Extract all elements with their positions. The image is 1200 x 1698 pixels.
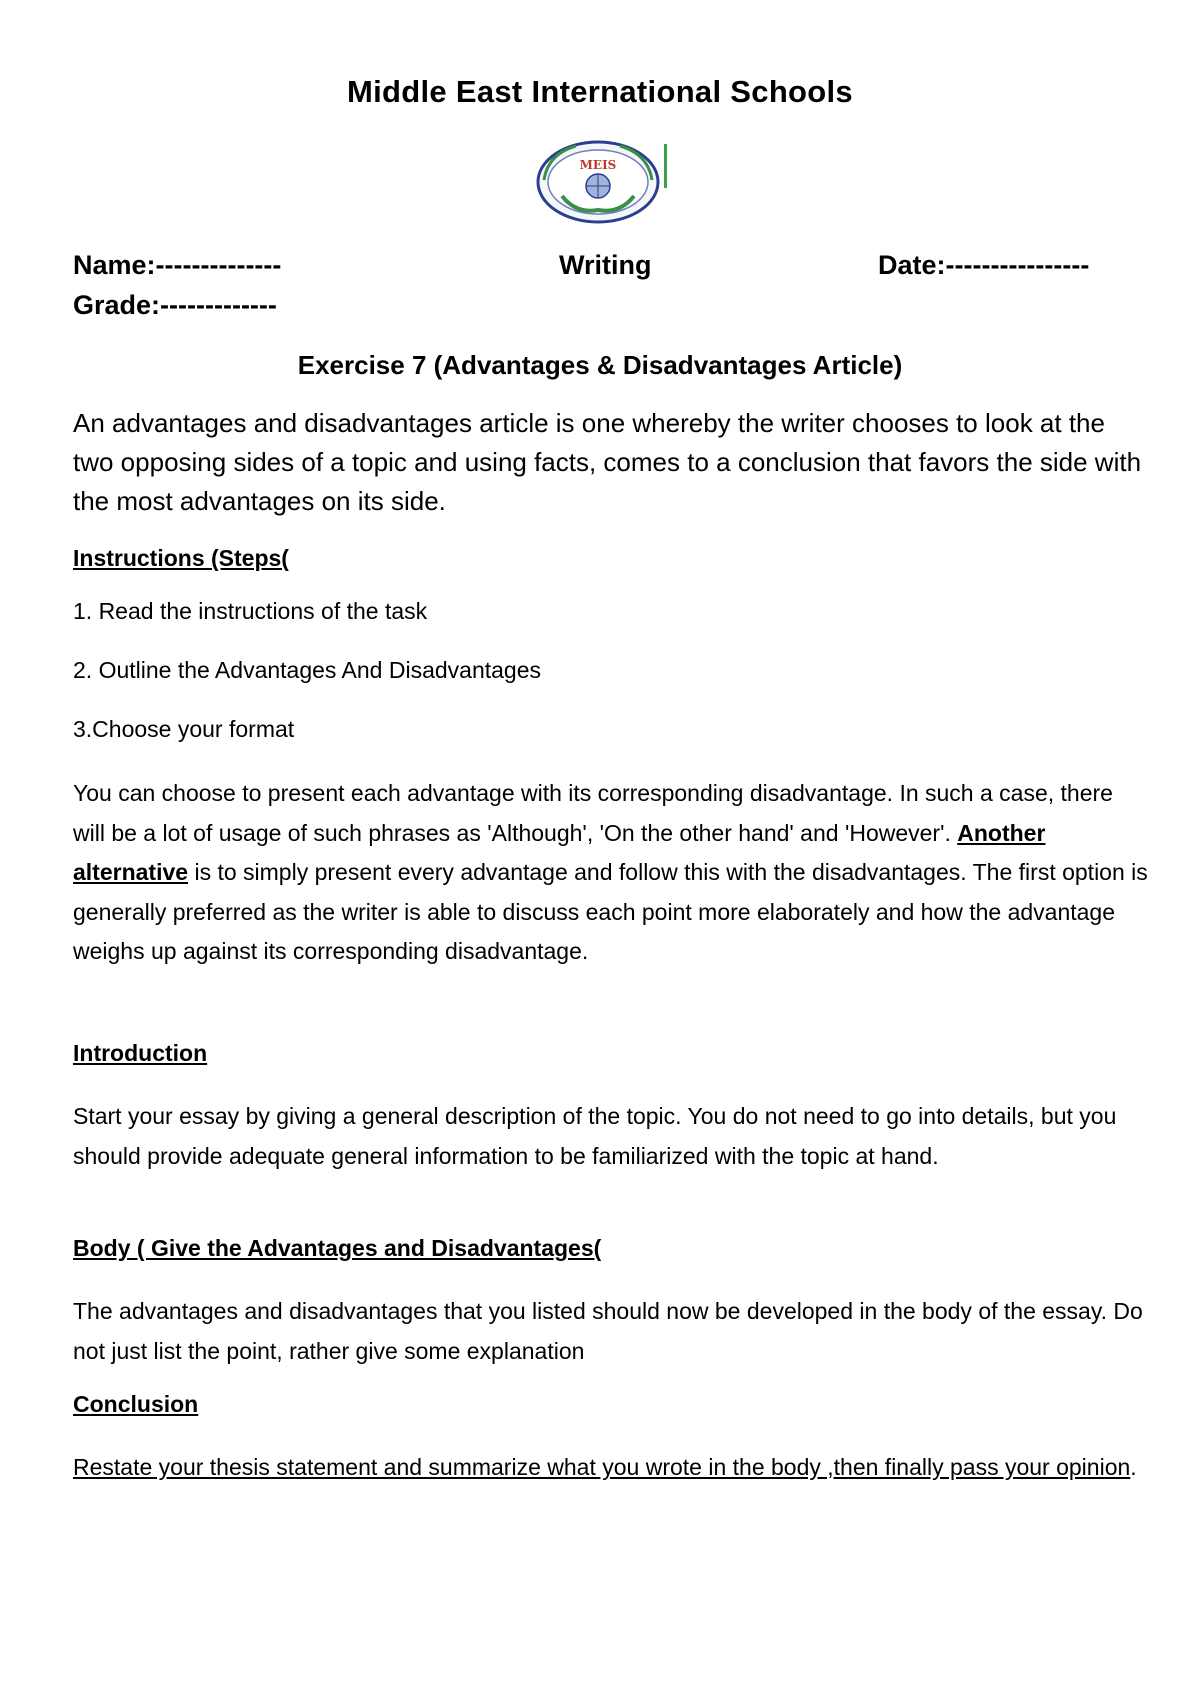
conclusion-end-mark: . (1130, 1454, 1137, 1480)
exercise-intro: An advantages and disadvantages article is one whereby the writer chooses to look at the two opposing sides of a topic and using facts, comes to a conclusion that favors the side with the most advantages on its side. (73, 408, 1142, 516)
introduction-heading: Introduction (73, 1040, 208, 1066)
exercise-title: Exercise 7 (Advantages & Disadvantages Article) (297, 350, 903, 380)
step-3: 3.Choose your format (73, 716, 295, 742)
body-heading: Body ( Give the Advantages and Disadvantages( (73, 1235, 602, 1261)
student-info-row (73, 250, 1133, 290)
conclusion-paragraph (73, 1448, 1148, 1488)
format-text-part-2: is to simply present every advantage and follow this with the disadvantages. The first option is generally preferred as the writer is able to discuss each point more elaborately and how the advantage weighs up against its corresponding disadvantage. (73, 859, 1148, 964)
name-field: Name:-------------- (73, 250, 282, 280)
body-text: The advantages and disadvantages that you listed should now be developed in the body of the essay. Do not just list the point, rather give some explanation (73, 1298, 1143, 1364)
conclusion-text: Restate your thesis statement and summarize what you wrote in the body ,then finally pass your opinion (73, 1454, 1131, 1480)
introduction-text: Start your essay by giving a general description of the topic. You do not need to go into details, but you should provide adequate general information to be familiarized with the topic at hand. (73, 1103, 1117, 1169)
step-1: 1. Read the instructions of the task (73, 598, 428, 624)
step-2: 2. Outline the Advantages And Disadvantages (73, 657, 541, 683)
format-paragraph (73, 774, 1148, 972)
subject-label: Writing (559, 250, 652, 280)
date-field: Date:---------------- (878, 250, 1090, 280)
school-logo (536, 140, 670, 224)
another-alternative-label: Another alternative (73, 819, 1046, 885)
instructions-heading: Instructions (Steps( (73, 545, 289, 571)
logo-lettering: MEIS (579, 158, 617, 172)
format-text-part-1: You can choose to present each advantage with its corresponding disadvantage. In such a case, there will be a lot of usage of such phrases as 'Although', 'On the other hand' and 'However'. (73, 780, 1113, 846)
conclusion-heading: Conclusion (73, 1391, 199, 1417)
grade-field: Grade:------------- (73, 290, 277, 320)
school-title: Middle East International Schools (347, 74, 853, 109)
